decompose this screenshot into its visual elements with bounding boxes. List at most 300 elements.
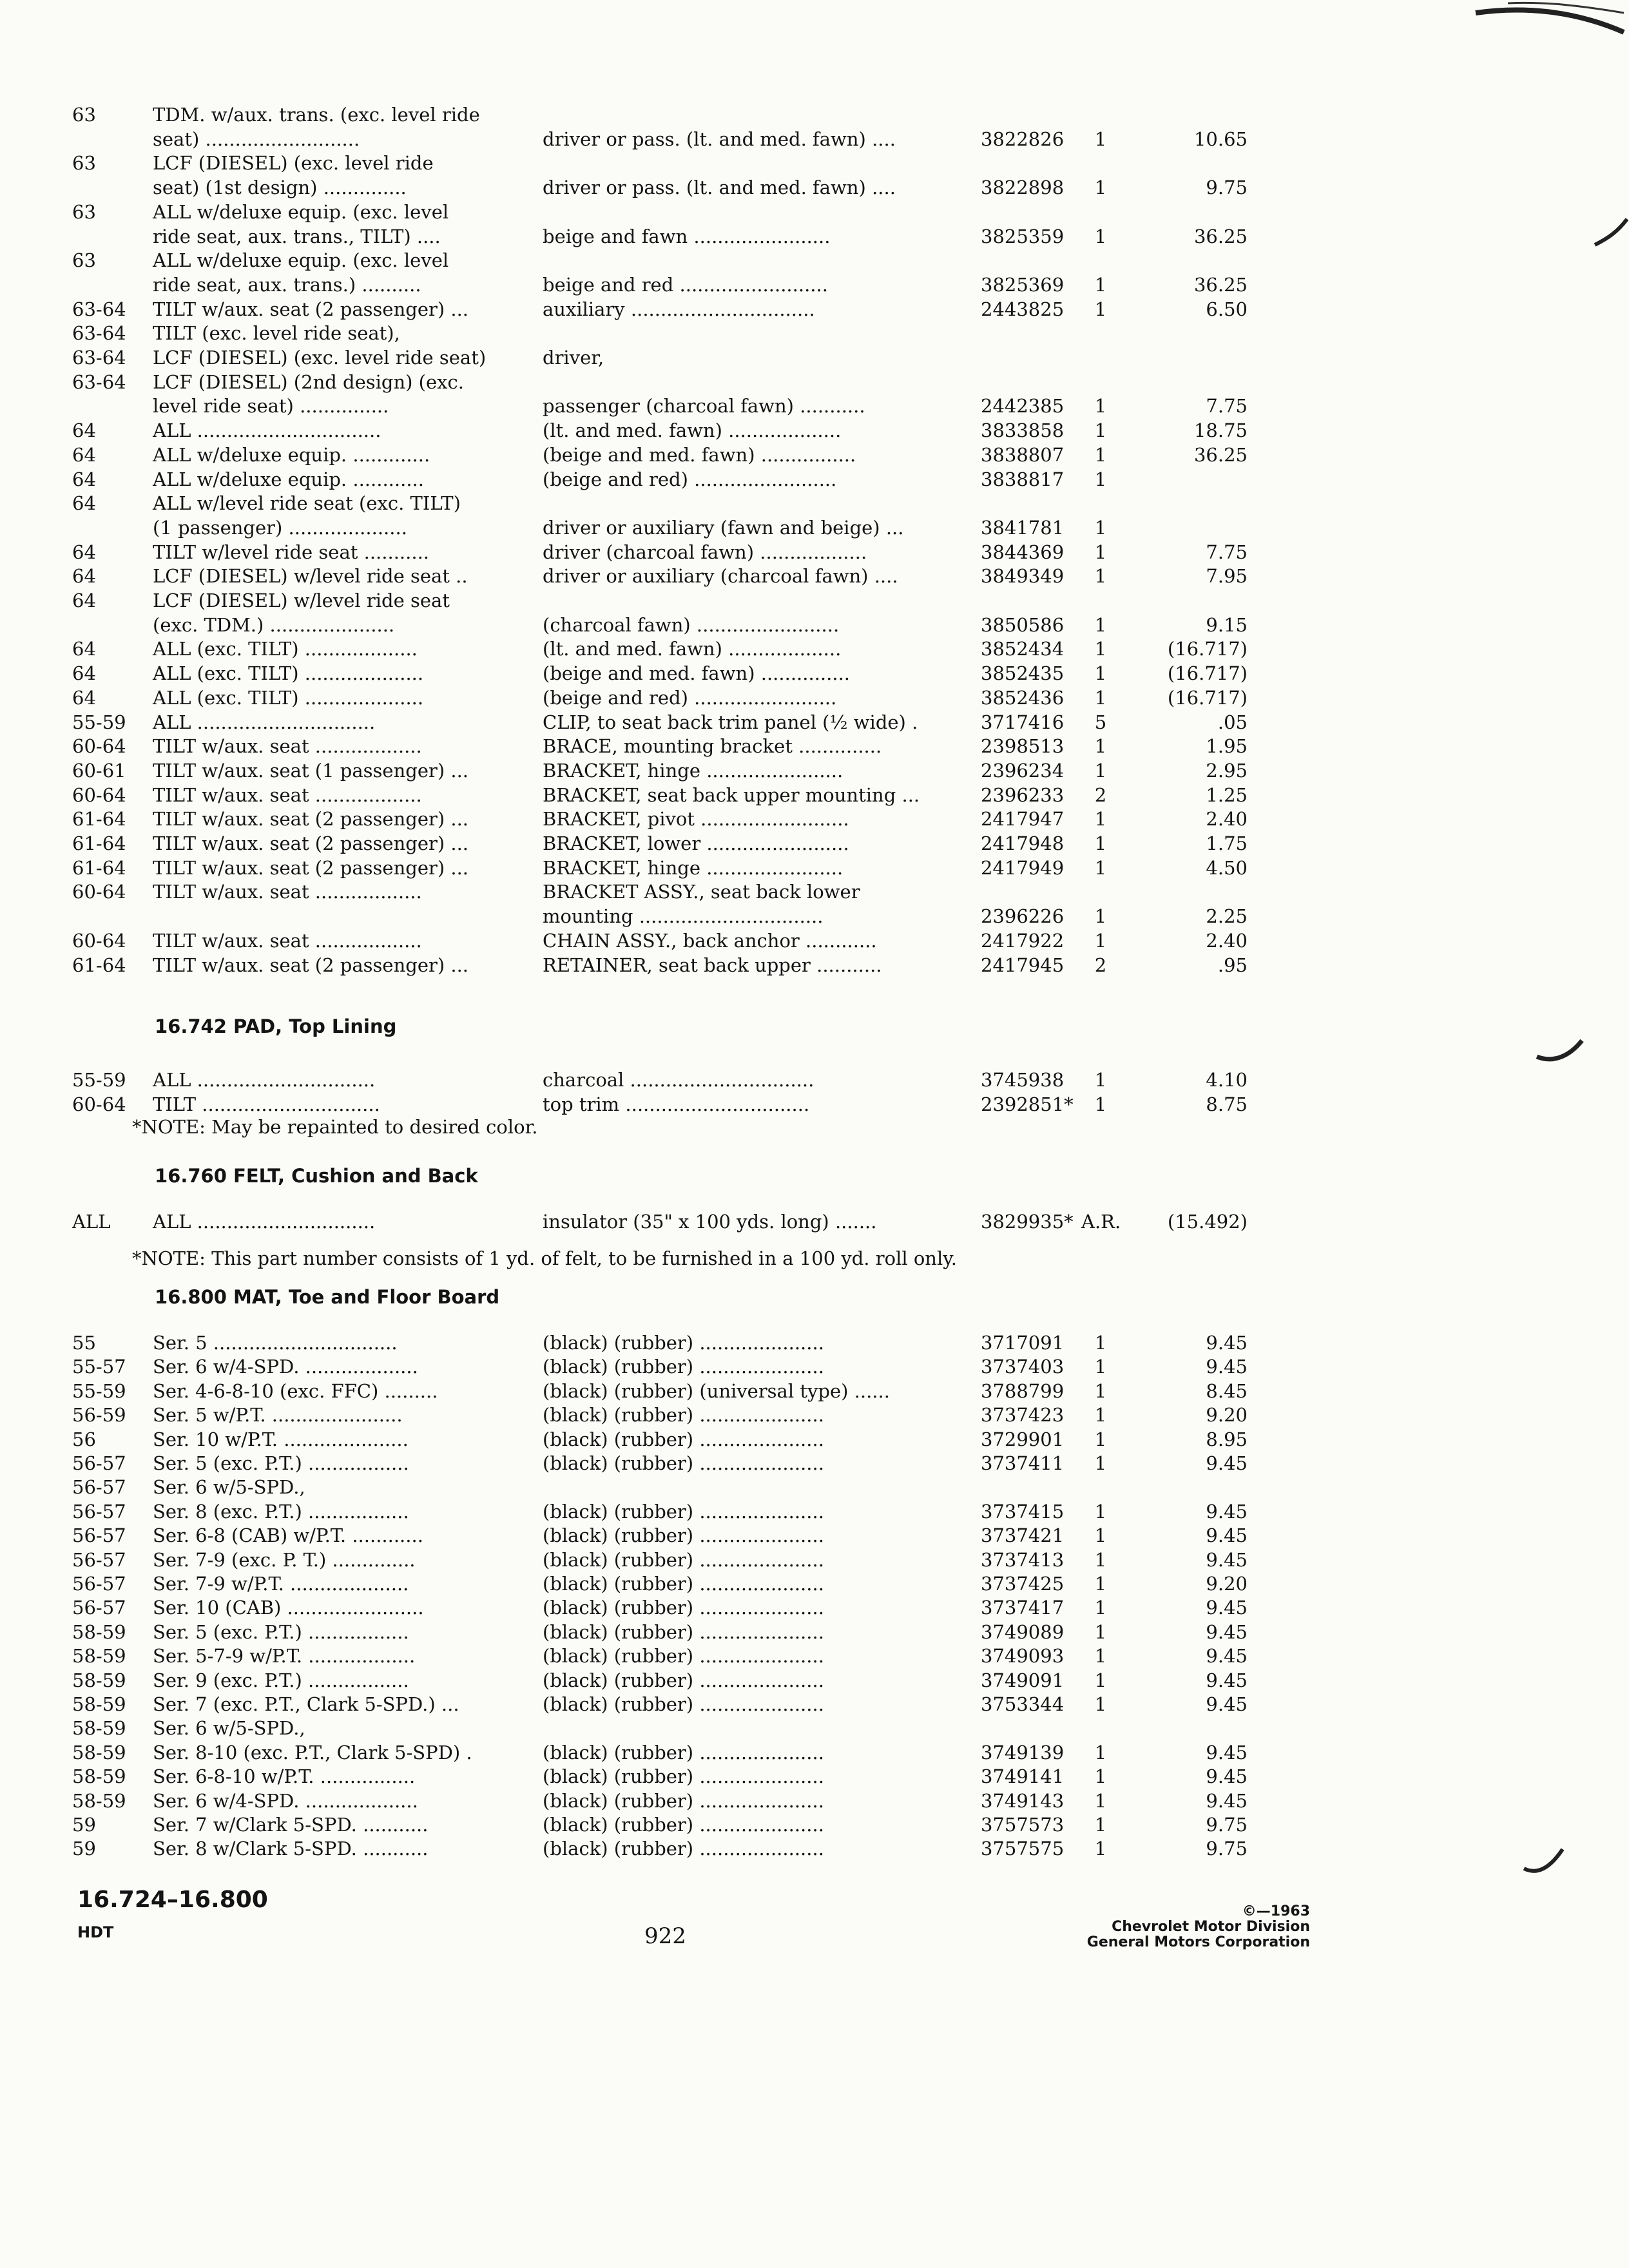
cell-ds: insulator (35" x 100 yds. long) ....... xyxy=(543,1211,877,1233)
cell-ds: mounting ............................... xyxy=(543,905,824,927)
cell-ds: BRACKET, hinge ....................... xyxy=(543,857,843,879)
cell-ap: Ser. 6 w/5-SPD., xyxy=(153,1476,305,1498)
cell-ap: Ser. 4-6-8-10 (exc. FFC) ......... xyxy=(153,1380,438,1402)
cell-qt: 1 xyxy=(1094,638,1107,660)
section-heading-16-760: 16.760 FELT, Cushion and Back xyxy=(155,1165,478,1187)
cell-ds: BRACKET, hinge ....................... xyxy=(543,760,843,782)
cell-ds: (black) (rubber) ..................... xyxy=(543,1838,824,1860)
cell-pn: 3822826 xyxy=(981,128,1065,150)
cell-ds: (black) (rubber) (universal type) ...... xyxy=(543,1380,890,1402)
cell-qt: 1 xyxy=(1094,735,1107,757)
cell-ap: TILT w/aux. seat (2 passenger) ... xyxy=(153,298,469,320)
cell-pr: 9.45 xyxy=(1206,1645,1248,1667)
cell-ds: beige and fawn ....................... xyxy=(543,226,831,247)
cell-ap: TILT w/aux. seat (1 passenger) ... xyxy=(153,760,469,782)
cell-pr: 2.25 xyxy=(1206,905,1248,927)
cell-qt: 1 xyxy=(1094,1093,1107,1115)
cell-ap: ALL (exc. TILT) .................... xyxy=(153,687,424,709)
cell-ds: (black) (rubber) ..................... xyxy=(543,1597,824,1619)
cell-ap: Ser. 7-9 w/P.T. .................... xyxy=(153,1573,409,1595)
cell-ap: ride seat, aux. trans., TILT) .... xyxy=(153,226,441,247)
cell-yr: 63-64 xyxy=(72,298,126,320)
cell-ds: (black) (rubber) ..................... xyxy=(543,1669,824,1691)
cell-pn: 3737411 xyxy=(981,1452,1065,1474)
cell-ap: Ser. 6 w/4-SPD. ................... xyxy=(153,1790,418,1812)
cell-pn: 3852435 xyxy=(981,662,1065,684)
cell-qt: 1 xyxy=(1094,1742,1107,1763)
cell-yr: 58-59 xyxy=(72,1790,126,1812)
cell-ap: Ser. 5 (exc. P.T.) ................. xyxy=(153,1452,409,1474)
cell-qt: 2 xyxy=(1094,784,1107,806)
cell-ap: TILT w/aux. seat (2 passenger) ... xyxy=(153,832,469,854)
cell-ap: Ser. 8-10 (exc. P.T., Clark 5-SPD) . xyxy=(153,1742,472,1763)
cell-ap: seat) .......................... xyxy=(153,128,360,150)
cell-ds: (black) (rubber) ..................... xyxy=(543,1645,824,1667)
cell-pr: 36.25 xyxy=(1193,226,1248,247)
cell-pn: 3737421 xyxy=(981,1524,1065,1546)
cell-ap: Ser. 5-7-9 w/P.T. .................. xyxy=(153,1645,416,1667)
cell-ap: ALL ............................... xyxy=(153,419,381,441)
cell-ap: Ser. 7-9 (exc. P. T.) .............. xyxy=(153,1549,416,1571)
cell-pn: 3737415 xyxy=(981,1501,1065,1523)
cell-ds: (beige and med. fawn) ................ xyxy=(543,444,856,466)
copyright-corporation: General Motors Corporation xyxy=(1086,1934,1310,1950)
cell-ds: (charcoal fawn) ........................ xyxy=(543,614,840,636)
cell-qt: 1 xyxy=(1094,565,1107,587)
section-heading-16-800: 16.800 MAT, Toe and Floor Board xyxy=(155,1286,500,1308)
cell-pr: 4.50 xyxy=(1206,857,1248,879)
copyright-block xyxy=(1087,1904,1310,1950)
cell-ds: BRACKET, lower ........................ xyxy=(543,832,849,854)
cell-ds: driver, xyxy=(543,347,604,369)
cell-ds: (black) (rubber) ..................... xyxy=(543,1428,824,1450)
cell-ds: (beige and red) ........................ xyxy=(543,687,837,709)
cell-ap: Ser. 6-8 (CAB) w/P.T. ............ xyxy=(153,1524,423,1546)
cell-ap: ALL .............................. xyxy=(153,1069,376,1091)
cell-qt: 1 xyxy=(1094,614,1107,636)
cell-qt: 1 xyxy=(1094,1621,1107,1643)
cell-pn: 2396234 xyxy=(981,760,1065,782)
cell-pr: 9.45 xyxy=(1206,1452,1248,1474)
cell-ds: (black) (rubber) ..................... xyxy=(543,1621,824,1643)
cell-qt: 1 xyxy=(1094,1501,1107,1523)
cell-ap: Ser. 6 w/5-SPD., xyxy=(153,1717,305,1739)
scan-mark-right-1 xyxy=(1592,213,1629,251)
cell-yr: 55-57 xyxy=(72,1356,126,1378)
cell-ap: (1 passenger) .................... xyxy=(153,517,407,539)
cell-pr: 9.45 xyxy=(1206,1356,1248,1378)
cell-pr: 9.45 xyxy=(1206,1742,1248,1763)
cell-ds: passenger (charcoal fawn) ........... xyxy=(543,395,865,417)
cell-yr: 56 xyxy=(72,1428,96,1450)
cell-qt: 1 xyxy=(1094,1765,1107,1787)
cell-qt: 1 xyxy=(1094,905,1107,927)
cell-pn: 3852436 xyxy=(981,687,1065,709)
cell-pn: 3737417 xyxy=(981,1597,1065,1619)
cell-yr: 60-61 xyxy=(72,760,126,782)
cell-yr: 56-57 xyxy=(72,1549,126,1571)
cell-pn: 3737423 xyxy=(981,1404,1065,1426)
cell-ap: ALL (exc. TILT) ................... xyxy=(153,638,418,660)
cell-ap: ALL w/deluxe equip. (exc. level xyxy=(153,201,449,223)
cell-ds: (lt. and med. fawn) ................... xyxy=(543,638,842,660)
cell-ap: TILT w/aux. seat (2 passenger) ... xyxy=(153,857,469,879)
scan-mark-top xyxy=(1469,0,1629,45)
cell-ds: (beige and med. fawn) ............... xyxy=(543,662,850,684)
cell-qt: 1 xyxy=(1094,1573,1107,1595)
cell-pr: 9.75 xyxy=(1206,1814,1248,1836)
cell-pr: 9.45 xyxy=(1206,1693,1248,1715)
cell-pr: 9.45 xyxy=(1206,1790,1248,1812)
cell-yr: 63 xyxy=(72,152,96,174)
cell-pn: 3850586 xyxy=(981,614,1065,636)
cell-pr: 8.75 xyxy=(1206,1093,1248,1115)
cell-pn: 3757575 xyxy=(981,1838,1065,1860)
cell-pn: 3749089 xyxy=(981,1621,1065,1643)
cell-qt: 1 xyxy=(1094,662,1107,684)
cell-pr: 9.75 xyxy=(1206,1838,1248,1860)
cell-qt: 1 xyxy=(1094,1693,1107,1715)
cell-ap: LCF (DIESEL) w/level ride seat .. xyxy=(153,565,468,587)
cell-ap: ALL (exc. TILT) .................... xyxy=(153,662,424,684)
cell-pr: 9.75 xyxy=(1206,177,1248,198)
cell-yr: 58-59 xyxy=(72,1645,126,1667)
cell-pr: (16.717) xyxy=(1167,662,1248,684)
copyright-division: Chevrolet Motor Division xyxy=(1112,1919,1310,1935)
cell-pr: 7.95 xyxy=(1206,565,1248,587)
cell-pr: 9.45 xyxy=(1206,1765,1248,1787)
cell-pn: 2417948 xyxy=(981,832,1065,854)
cell-qt: 1 xyxy=(1094,1069,1107,1091)
cell-qt: 1 xyxy=(1094,1645,1107,1667)
cell-ds: top trim ............................... xyxy=(543,1093,810,1115)
cell-yr: 64 xyxy=(72,541,96,563)
cell-qt: 1 xyxy=(1094,1790,1107,1812)
cell-yr: 55-59 xyxy=(72,711,126,733)
cell-ap: TILT w/level ride seat ........... xyxy=(153,541,430,563)
cell-ap: TILT w/aux. seat .................. xyxy=(153,881,422,903)
cell-pr: (16.717) xyxy=(1167,638,1248,660)
cell-pr: 8.95 xyxy=(1206,1428,1248,1450)
cell-yr: 64 xyxy=(72,687,96,709)
cell-qt: 1 xyxy=(1094,1669,1107,1691)
cell-ds: (black) (rubber) ..................... xyxy=(543,1693,824,1715)
cell-pr: 9.45 xyxy=(1206,1501,1248,1523)
cell-pr: 9.45 xyxy=(1206,1621,1248,1643)
cell-ds: (black) (rubber) ..................... xyxy=(543,1501,824,1523)
cell-ap: ALL w/deluxe equip. ............. xyxy=(153,444,430,466)
cell-qt: 1 xyxy=(1094,226,1107,247)
cell-qt: 2 xyxy=(1094,954,1107,976)
cell-ds: BRACKET, seat back upper mounting ... xyxy=(543,784,920,806)
cell-pn: 3838817 xyxy=(981,468,1065,490)
cell-qt: 1 xyxy=(1094,1814,1107,1836)
footer-code: HDT xyxy=(77,1923,114,1941)
cell-yr: 59 xyxy=(72,1838,96,1860)
cell-yr: 58-59 xyxy=(72,1669,126,1691)
cell-pn: 3829935* xyxy=(981,1211,1074,1233)
cell-ds: driver or auxiliary (fawn and beige) ... xyxy=(543,517,904,539)
cell-pn: 3749093 xyxy=(981,1645,1065,1667)
cell-ds: CHAIN ASSY., back anchor ............ xyxy=(543,930,877,952)
cell-ap: TILT w/aux. seat .................. xyxy=(153,735,422,757)
cell-qt: 5 xyxy=(1094,711,1107,733)
cell-ap: TDM. w/aux. trans. (exc. level ride xyxy=(153,104,480,126)
note-16-742: *NOTE: May be repainted to desired color. xyxy=(132,1116,538,1138)
cell-pr: 2.40 xyxy=(1206,808,1248,830)
cell-pn: 2417922 xyxy=(981,930,1065,952)
cell-pn: 3737403 xyxy=(981,1356,1065,1378)
cell-pn: 3717091 xyxy=(981,1332,1065,1354)
cell-yr: 55 xyxy=(72,1332,96,1354)
cell-pr: 9.45 xyxy=(1206,1549,1248,1571)
cell-ds: driver or auxiliary (charcoal fawn) .... xyxy=(543,565,898,587)
cell-pn: 3753344 xyxy=(981,1693,1065,1715)
cell-ap: TILT .............................. xyxy=(153,1093,380,1115)
cell-qt: 1 xyxy=(1094,1524,1107,1546)
cell-ap: TILT w/aux. seat .................. xyxy=(153,930,422,952)
cell-yr: 60-64 xyxy=(72,1093,126,1115)
cell-pn: 3852434 xyxy=(981,638,1065,660)
cell-ds: driver or pass. (lt. and med. fawn) .... xyxy=(543,128,896,150)
cell-pn: 2442385 xyxy=(981,395,1065,417)
cell-yr: 63-64 xyxy=(72,347,126,369)
cell-yr: 56-57 xyxy=(72,1597,126,1619)
cell-yr: 63-64 xyxy=(72,371,126,393)
cell-pn: 3838807 xyxy=(981,444,1065,466)
cell-ds: (black) (rubber) ..................... xyxy=(543,1814,824,1836)
cell-yr: 60-64 xyxy=(72,881,126,903)
cell-qt: 1 xyxy=(1094,760,1107,782)
cell-pn: 2396226 xyxy=(981,905,1065,927)
cell-yr: 63 xyxy=(72,201,96,223)
cell-ap: ride seat, aux. trans.) .......... xyxy=(153,274,421,296)
cell-yr: 63-64 xyxy=(72,322,126,344)
cell-yr: 63 xyxy=(72,249,96,271)
cell-pr: 8.45 xyxy=(1206,1380,1248,1402)
cell-yr: 58-59 xyxy=(72,1742,126,1763)
cell-qt: 1 xyxy=(1094,1428,1107,1450)
cell-pn: 2392851* xyxy=(981,1093,1074,1115)
cell-qt: 1 xyxy=(1094,1380,1107,1402)
cell-pr: 1.25 xyxy=(1206,784,1248,806)
cell-qt: 1 xyxy=(1094,444,1107,466)
cell-yr: 56-57 xyxy=(72,1452,126,1474)
cell-ap: Ser. 7 w/Clark 5-SPD. ........... xyxy=(153,1814,429,1836)
cell-pn: 3717416 xyxy=(981,711,1065,733)
cell-pn: 3833858 xyxy=(981,419,1065,441)
cell-pn: 3844369 xyxy=(981,541,1065,563)
cell-pr: .95 xyxy=(1217,954,1248,976)
cell-ds: (black) (rubber) ..................... xyxy=(543,1356,824,1378)
cell-pr: .05 xyxy=(1217,711,1248,733)
cell-yr: 55-59 xyxy=(72,1380,126,1402)
cell-yr: 64 xyxy=(72,468,96,490)
cell-pr: 10.65 xyxy=(1193,128,1248,150)
cell-yr: 60-64 xyxy=(72,784,126,806)
cell-pr: 18.75 xyxy=(1193,419,1248,441)
cell-ds: (black) (rubber) ..................... xyxy=(543,1452,824,1474)
cell-ap: ALL w/level ride seat (exc. TILT) xyxy=(153,492,461,514)
cell-ds: (black) (rubber) ..................... xyxy=(543,1742,824,1763)
cell-qt: 1 xyxy=(1094,687,1107,709)
cell-pn: 2396233 xyxy=(981,784,1065,806)
cell-pn: 3849349 xyxy=(981,565,1065,587)
cell-ap: ALL .............................. xyxy=(153,711,376,733)
cell-qt: 1 xyxy=(1094,857,1107,879)
cell-pn: 2417945 xyxy=(981,954,1065,976)
cell-pn: 3737413 xyxy=(981,1549,1065,1571)
cell-ds: BRACKET, pivot ......................... xyxy=(543,808,849,830)
cell-ap: Ser. 10 (CAB) ....................... xyxy=(153,1597,424,1619)
cell-yr: 63 xyxy=(72,104,96,126)
cell-qt: 1 xyxy=(1094,1597,1107,1619)
cell-yr: 61-64 xyxy=(72,808,126,830)
cell-ap: Ser. 5 (exc. P.T.) ................. xyxy=(153,1621,409,1643)
cell-ap: ALL w/deluxe equip. (exc. level xyxy=(153,249,449,271)
cell-ap: TILT w/aux. seat (2 passenger) ... xyxy=(153,808,469,830)
cell-ds: (black) (rubber) ..................... xyxy=(543,1573,824,1595)
cell-yr: 64 xyxy=(72,492,96,514)
cell-ap: LCF (DIESEL) (exc. level ride xyxy=(153,152,434,174)
cell-ds: (lt. and med. fawn) ................... xyxy=(543,419,842,441)
cell-ap: LCF (DIESEL) (exc. level ride seat) xyxy=(153,347,487,369)
cell-yr: 61-64 xyxy=(72,857,126,879)
cell-pn: 2417947 xyxy=(981,808,1065,830)
cell-yr: 56-57 xyxy=(72,1524,126,1546)
cell-ap: Ser. 5 w/P.T. ...................... xyxy=(153,1404,403,1426)
cell-ds: (black) (rubber) ..................... xyxy=(543,1765,824,1787)
cell-qt: 1 xyxy=(1094,298,1107,320)
cell-yr: 60-64 xyxy=(72,930,126,952)
cell-pr: 1.95 xyxy=(1206,735,1248,757)
cell-yr: 64 xyxy=(72,419,96,441)
cell-ds: (black) (rubber) ..................... xyxy=(543,1790,824,1812)
cell-pr: 6.50 xyxy=(1206,298,1248,320)
cell-yr: 56-57 xyxy=(72,1476,126,1498)
cell-yr: 56-57 xyxy=(72,1501,126,1523)
cell-pr: 7.75 xyxy=(1206,395,1248,417)
cell-pn: 3841781 xyxy=(981,517,1065,539)
cell-qt: 1 xyxy=(1094,177,1107,198)
cell-ds: CLIP, to seat back trim panel (½ wide) . xyxy=(543,711,918,733)
cell-pr: 7.75 xyxy=(1206,541,1248,563)
cell-pr: 9.20 xyxy=(1206,1404,1248,1426)
cell-ap: Ser. 5 ............................... xyxy=(153,1332,398,1354)
cell-ap: TILT w/aux. seat (2 passenger) ... xyxy=(153,954,469,976)
cell-pn: 3737425 xyxy=(981,1573,1065,1595)
cell-ap: TILT (exc. level ride seat), xyxy=(153,322,400,344)
cell-ap: TILT w/aux. seat .................. xyxy=(153,784,422,806)
cell-qt: 1 xyxy=(1094,832,1107,854)
cell-qt: 1 xyxy=(1094,1332,1107,1354)
cell-pr: 9.45 xyxy=(1206,1332,1248,1354)
cell-ap: ALL w/deluxe equip. ............ xyxy=(153,468,424,490)
cell-pr: 9.20 xyxy=(1206,1573,1248,1595)
cell-qt: 1 xyxy=(1094,419,1107,441)
scan-mark-right-3 xyxy=(1521,1843,1566,1881)
cell-qt: 1 xyxy=(1094,1404,1107,1426)
cell-ds: BRACKET ASSY., seat back lower xyxy=(543,881,860,903)
cell-pn: 3749143 xyxy=(981,1790,1065,1812)
cell-ap: Ser. 8 w/Clark 5-SPD. ........... xyxy=(153,1838,429,1860)
copyright-year: ©—1963 xyxy=(1242,1903,1310,1919)
cell-yr: ALL xyxy=(72,1211,111,1233)
cell-qt: 1 xyxy=(1094,517,1107,539)
cell-pr: 4.10 xyxy=(1206,1069,1248,1091)
cell-ds: beige and red ......................... xyxy=(543,274,828,296)
cell-ap: Ser. 7 (exc. P.T., Clark 5-SPD.) ... xyxy=(153,1693,459,1715)
cell-qt: 1 xyxy=(1094,1838,1107,1860)
cell-pn: 3749141 xyxy=(981,1765,1065,1787)
cell-pr: 2.95 xyxy=(1206,760,1248,782)
cell-pn: 3729901 xyxy=(981,1428,1065,1450)
cell-pr: 9.45 xyxy=(1206,1524,1248,1546)
cell-yr: 55-59 xyxy=(72,1069,126,1091)
cell-ap: LCF (DIESEL) w/level ride seat xyxy=(153,590,450,611)
cell-pn: 3822898 xyxy=(981,177,1065,198)
cell-ds: auxiliary ............................... xyxy=(543,298,815,320)
cell-yr: 64 xyxy=(72,638,96,660)
cell-qt: 1 xyxy=(1094,1549,1107,1571)
cell-pr: (16.717) xyxy=(1167,687,1248,709)
cell-ap: Ser. 9 (exc. P.T.) ................. xyxy=(153,1669,409,1691)
cell-pn: 2443825 xyxy=(981,298,1065,320)
cell-ap: Ser. 6-8-10 w/P.T. ................ xyxy=(153,1765,416,1787)
cell-ap: Ser. 6 w/4-SPD. ................... xyxy=(153,1356,418,1378)
cell-qt: 1 xyxy=(1094,395,1107,417)
cell-pn: 3749139 xyxy=(981,1742,1065,1763)
cell-qt: 1 xyxy=(1094,128,1107,150)
cell-yr: 61-64 xyxy=(72,832,126,854)
cell-pr: 1.75 xyxy=(1206,832,1248,854)
cell-ap: Ser. 10 w/P.T. ..................... xyxy=(153,1428,409,1450)
cell-ds: BRACE, mounting bracket .............. xyxy=(543,735,882,757)
cell-pr: 2.40 xyxy=(1206,930,1248,952)
cell-yr: 58-59 xyxy=(72,1693,126,1715)
cell-ds: (black) (rubber) ..................... xyxy=(543,1549,824,1571)
cell-qt: 1 xyxy=(1094,541,1107,563)
cell-pn: 3825359 xyxy=(981,226,1065,247)
note-16-760: *NOTE: This part number consists of 1 yd. of felt, to be furnished in a 100 yd. roll only. xyxy=(132,1247,957,1269)
cell-ap: Ser. 8 (exc. P.T.) ................. xyxy=(153,1501,409,1523)
cell-qt: 1 xyxy=(1094,274,1107,296)
cell-pn: 3749091 xyxy=(981,1669,1065,1691)
cell-yr: 64 xyxy=(72,565,96,587)
cell-ap: ALL .............................. xyxy=(153,1211,376,1233)
cell-qt: 1 xyxy=(1094,1356,1107,1378)
cell-yr: 58-59 xyxy=(72,1765,126,1787)
cell-ds: RETAINER, seat back upper ........... xyxy=(543,954,882,976)
cell-ap: LCF (DIESEL) (2nd design) (exc. xyxy=(153,371,464,393)
cell-pr: 9.45 xyxy=(1206,1597,1248,1619)
cell-pr: 9.15 xyxy=(1206,614,1248,636)
cell-yr: 58-59 xyxy=(72,1621,126,1643)
footer-section-range: 16.724–16.800 xyxy=(77,1887,268,1913)
cell-pr: 36.25 xyxy=(1193,274,1248,296)
cell-pn: 3745938 xyxy=(981,1069,1065,1091)
cell-yr: 58-59 xyxy=(72,1717,126,1739)
cell-pn: 2398513 xyxy=(981,735,1065,757)
cell-ap: seat) (1st design) .............. xyxy=(153,177,407,198)
cell-ds: (black) (rubber) ..................... xyxy=(543,1404,824,1426)
cell-ds: (black) (rubber) ..................... xyxy=(543,1524,824,1546)
cell-yr: 64 xyxy=(72,662,96,684)
cell-yr: 60-64 xyxy=(72,735,126,757)
cell-pn: 2417949 xyxy=(981,857,1065,879)
cell-qt: A.R. xyxy=(1081,1211,1121,1233)
cell-ds: (black) (rubber) ..................... xyxy=(543,1332,824,1354)
